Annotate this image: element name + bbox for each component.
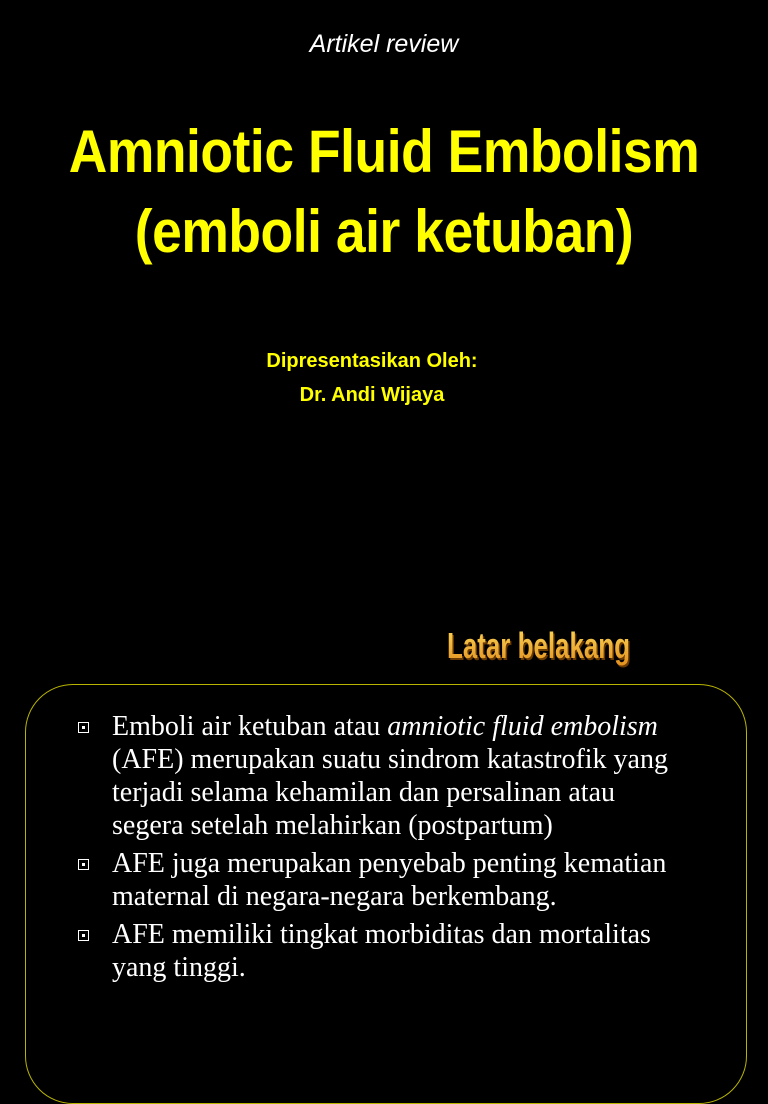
presenter-label: Dipresentasikan Oleh: [266,350,478,372]
slide-title [42,112,726,272]
square-bullet-icon [78,722,89,733]
bullet-item [78,710,688,842]
bullet-text: AFE juga merupakan penyebab penting kematian maternal di negara-negara berkembang. [112,848,667,912]
bullet-text-post: (AFE) merupakan suatu sindrom katastrofik yang terjadi selama kehamilan dan persalinan atau segera setelah melahirkan (postpartum) [112,744,668,841]
presenter-name: Dr. Andi Wijaya [299,384,445,406]
bullet-list [78,710,688,989]
slide-subtitle: Artikel review [309,30,459,58]
slide-title-line-1: Amniotic Fluid Embolism [68,118,700,185]
section-heading: Latar belakang [447,622,630,670]
bullet-item [78,918,688,984]
bullet-text-italic: amniotic fluid embolism [387,711,658,742]
presenter-block [0,344,744,412]
bullet-text: AFE memiliki tingkat morbiditas dan mortalitas yang tinggi. [112,919,651,983]
square-bullet-icon [78,930,89,941]
square-bullet-icon [78,859,89,870]
bullet-item [78,847,688,913]
slide-title-line-2: (emboli air ketuban) [134,198,634,265]
bullet-text-pre: Emboli air ketuban atau [112,711,388,742]
